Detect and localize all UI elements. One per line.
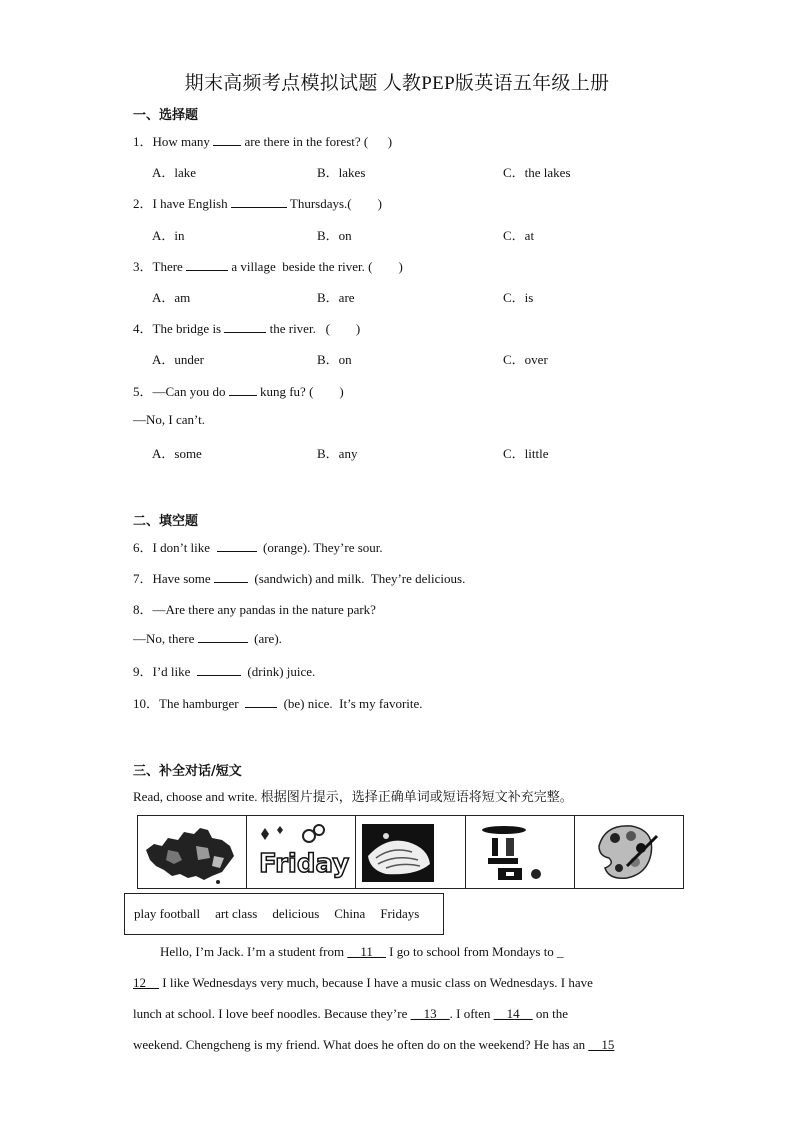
- section-heading-dialogue: 三、补全对话/短文: [133, 764, 242, 779]
- blank-12[interactable]: 12__: [133, 975, 159, 990]
- question-8-reply: —No, there (are).: [133, 631, 282, 646]
- option-a[interactable]: A．under: [152, 352, 204, 367]
- friday-image: [247, 816, 356, 888]
- question-2: 2．I have English Thursdays.( ): [133, 196, 382, 211]
- answer-blank[interactable]: [214, 570, 248, 583]
- answer-blank[interactable]: [213, 133, 241, 146]
- question-3: 3．There a village beside the river. ( ): [133, 259, 403, 274]
- word-option[interactable]: delicious: [272, 906, 320, 921]
- word-bank: [124, 893, 444, 935]
- art-palette-image: [575, 816, 683, 888]
- option-c[interactable]: C．little: [503, 446, 549, 461]
- answer-blank[interactable]: [231, 195, 287, 208]
- passage-line: weekend. Chengcheng is my friend. What does he often do on the weekend? He has an __15: [133, 1037, 615, 1052]
- question-9: 9．I’d like (drink) juice.: [133, 664, 316, 679]
- passage-line: Hello, I’m Jack. I’m a student from __11__ I go to school from Mondays to _: [160, 944, 564, 959]
- question-1: 1．How many are there in the forest? ( ): [133, 134, 393, 149]
- answer-blank[interactable]: [198, 630, 248, 643]
- question-8: 8．—Are there any pandas in the nature park?: [133, 602, 376, 617]
- option-b[interactable]: B．on: [317, 228, 352, 243]
- passage-line: lunch at school. I love beef noodles. Because they’re __13__. I often __14__ on the: [133, 1006, 569, 1021]
- option-a[interactable]: A．am: [152, 290, 191, 305]
- word-option[interactable]: Fridays: [380, 906, 420, 921]
- friday-lettering: Friday: [259, 849, 350, 879]
- page-title: 期末高频考点模拟试题 人教PEP版英语五年级上册: [184, 73, 610, 94]
- china-map-image: [138, 816, 247, 888]
- section-heading-fill: 二、填空题: [133, 514, 199, 529]
- question-5: 5．—Can you do kung fu? ( ): [133, 384, 344, 399]
- blank-15[interactable]: __15: [588, 1037, 615, 1052]
- answer-blank[interactable]: [229, 383, 257, 396]
- option-a[interactable]: A．in: [152, 228, 185, 243]
- blank-14[interactable]: __14__: [493, 1006, 533, 1021]
- blank-11[interactable]: __11__: [347, 944, 386, 959]
- picture-strip: [137, 815, 684, 889]
- answer-blank[interactable]: [245, 695, 277, 708]
- option-c[interactable]: C．the lakes: [503, 165, 571, 180]
- option-c[interactable]: C．is: [503, 290, 534, 305]
- football-players-image: [466, 816, 575, 888]
- blank-13[interactable]: __13__: [410, 1006, 450, 1021]
- word-option[interactable]: China: [334, 906, 366, 921]
- option-b[interactable]: B．lakes: [317, 165, 366, 180]
- question-4: 4．The bridge is the river. ( ): [133, 321, 361, 336]
- answer-blank[interactable]: [217, 539, 257, 552]
- option-a[interactable]: A．lake: [152, 165, 197, 180]
- word-option[interactable]: art class: [215, 906, 258, 921]
- question-5-reply: —No, I can’t.: [133, 412, 205, 427]
- option-a[interactable]: A．some: [152, 446, 202, 461]
- answer-blank[interactable]: [197, 663, 241, 676]
- answer-blank[interactable]: [186, 258, 228, 271]
- answer-blank[interactable]: [224, 320, 266, 333]
- question-7: 7．Have some (sandwich) and milk. They’re delicious.: [133, 571, 466, 586]
- option-b[interactable]: B．on: [317, 352, 352, 367]
- question-6: 6．I don’t like (orange). They’re sour.: [133, 540, 383, 555]
- option-b[interactable]: B．are: [317, 290, 355, 305]
- option-c[interactable]: C．at: [503, 228, 535, 243]
- noodles-image: [356, 816, 465, 888]
- instruction-text: Read, choose and write. 根据图片提示，选择正确单词或短语将短文补充完整。: [133, 789, 573, 804]
- word-option[interactable]: play football: [134, 906, 201, 921]
- section-heading-choice: 一、选择题: [133, 108, 199, 123]
- question-10: 10．The hamburger (be) nice. It’s my favorite.: [133, 696, 423, 711]
- passage-line: 12__ I like Wednesdays very much, because I have a music class on Wednesdays. I have: [133, 975, 593, 990]
- option-c[interactable]: C．over: [503, 352, 548, 367]
- option-b[interactable]: B．any: [317, 446, 358, 461]
